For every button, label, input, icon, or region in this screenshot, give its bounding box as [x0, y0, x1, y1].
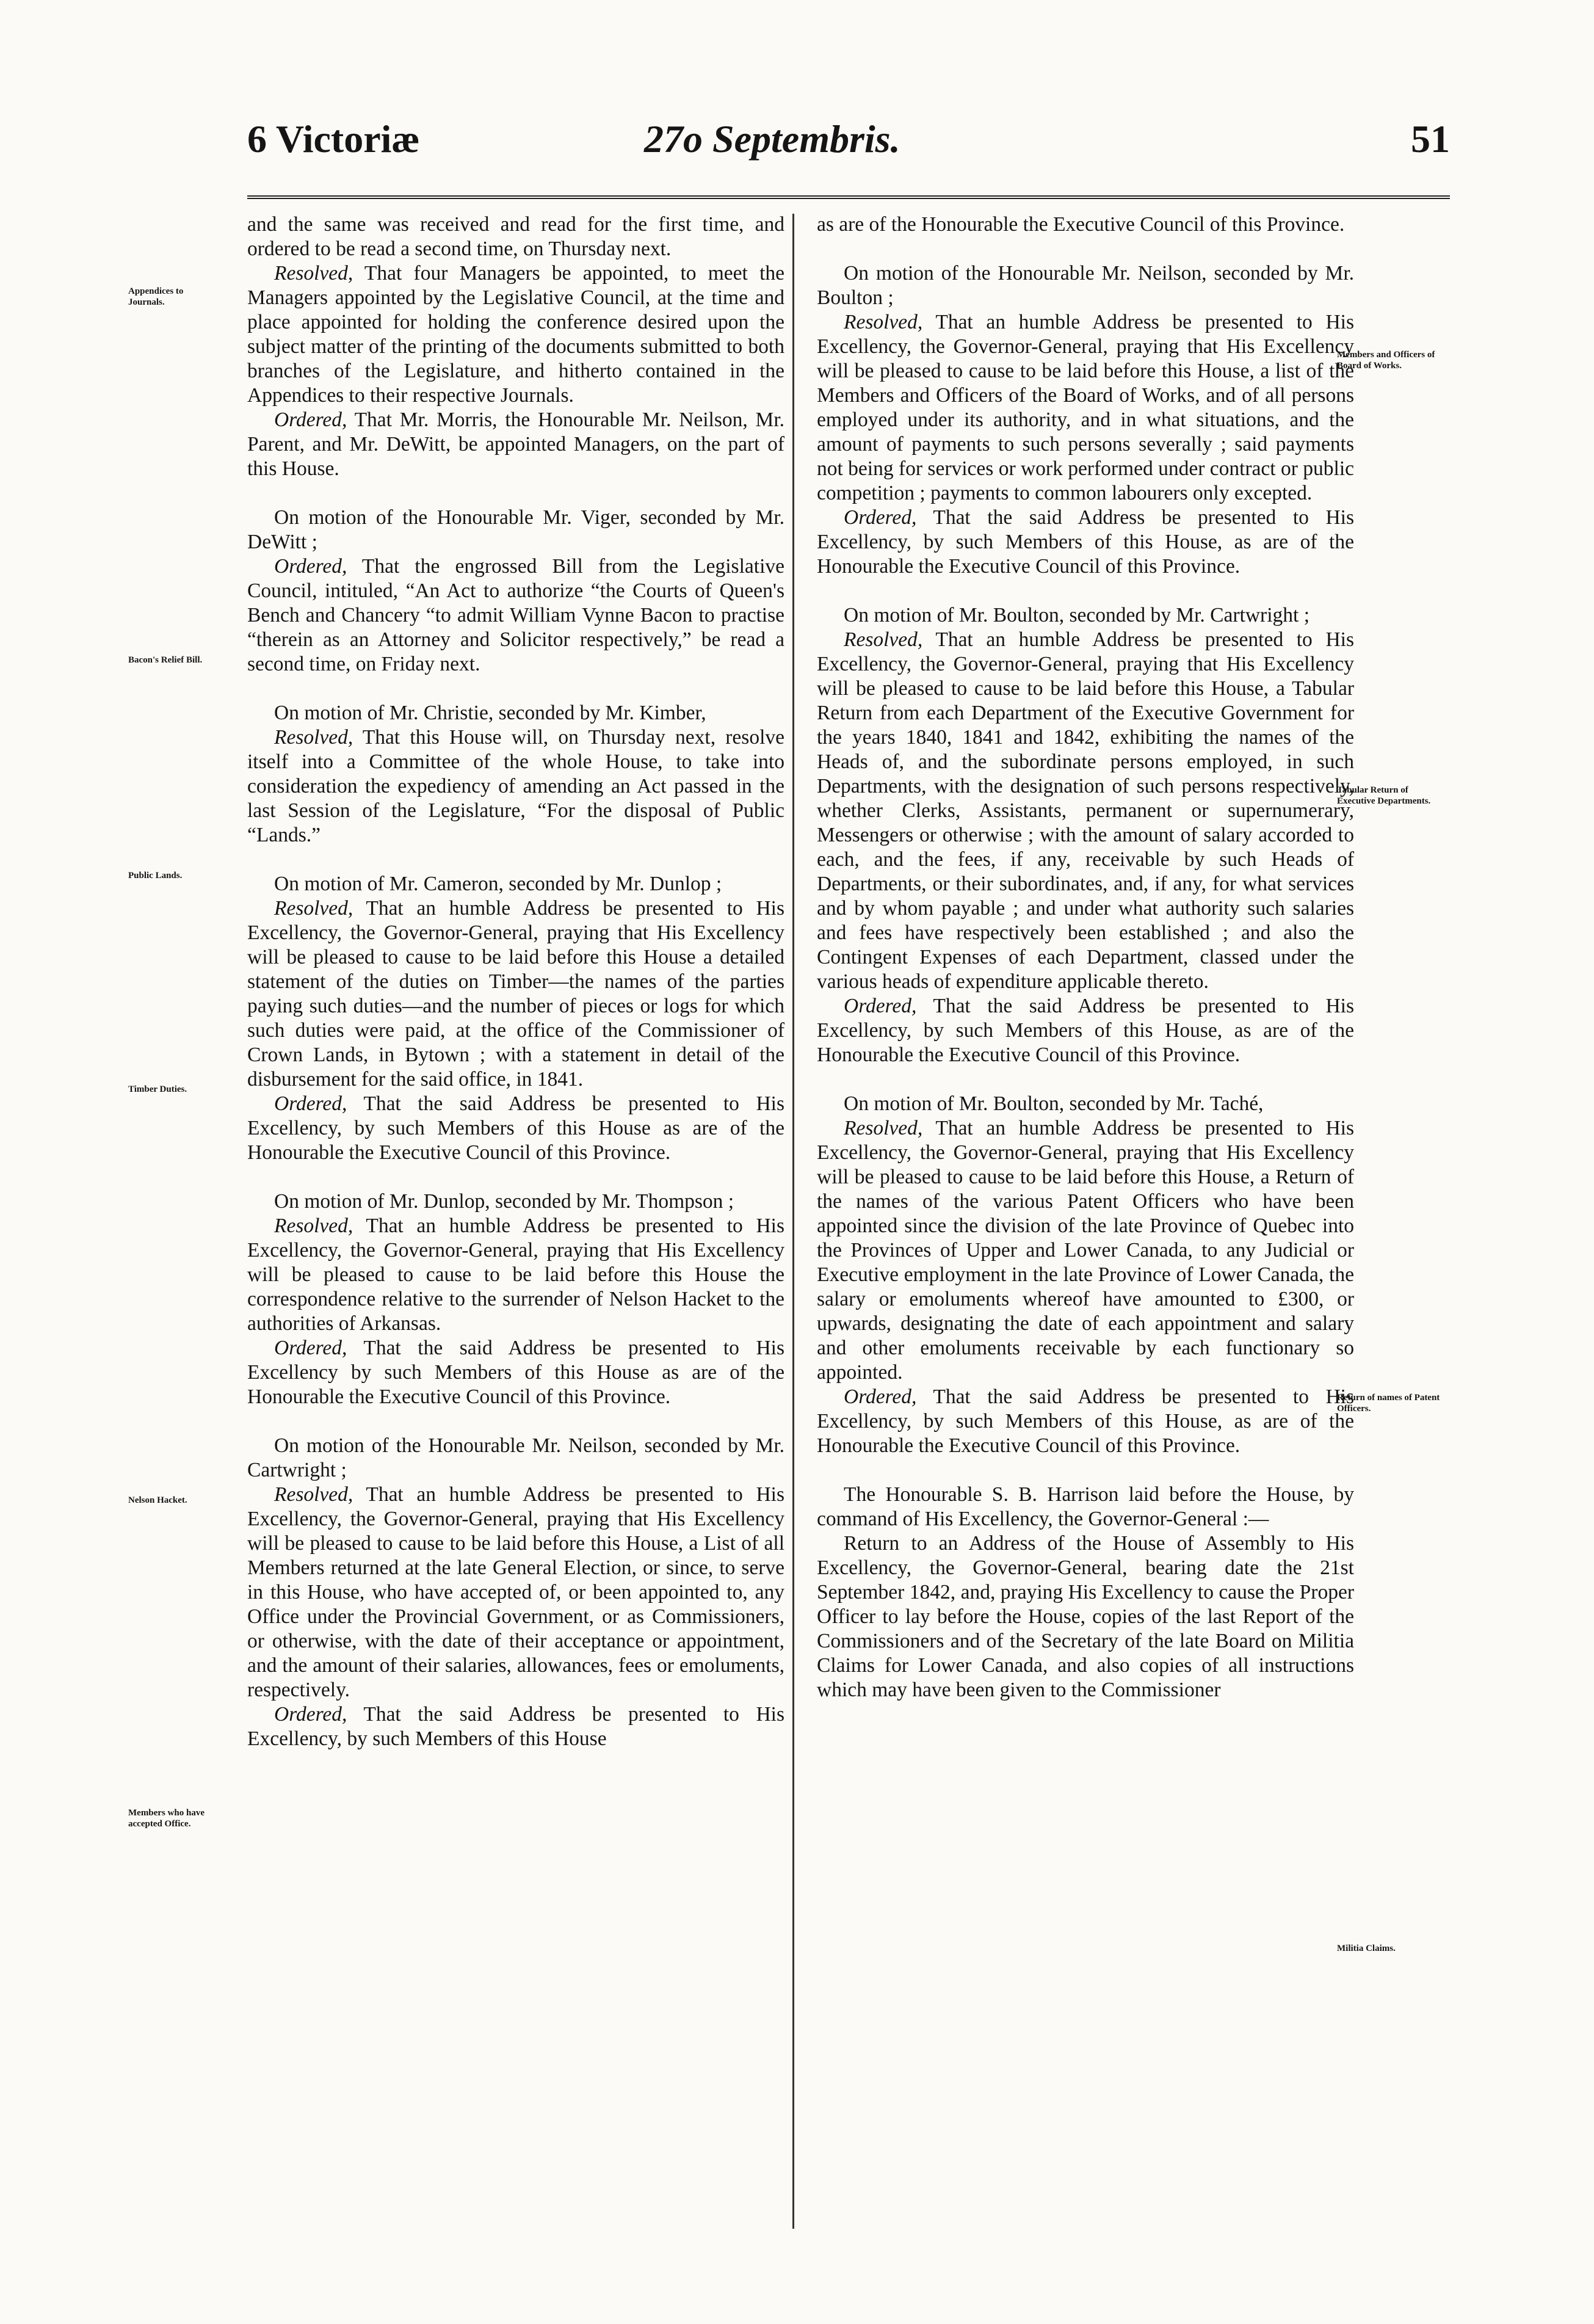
motion-line: On motion of Mr. Dunlop, seconded by Mr. Thompson ; — [274, 1190, 734, 1213]
motion-line: On motion of Mr. Cameron, seconded by Mr. Dunlop ; — [274, 873, 722, 895]
paragraph: The Honourable S. B. Harrison laid before the House, by command of His Excellency, the Governor-General :— — [817, 1483, 1354, 1530]
paragraph: Resolved, That this House will, on Thursday next, resolve itself into a Committee of the whole House, to take into consideration the expediency of amending an Act passed in the last Session of the Legislature, “For the disposal of Public “Lands.” — [247, 726, 784, 846]
margin-note-members-office: Members who have accepted Office. — [128, 1808, 205, 1829]
paragraph: Ordered, That the said Address be presented to His Excellency, by such Members of this House, as are of the Honourable the Executive Council of this Province. — [817, 506, 1354, 578]
motion-line: On motion of Mr. Boulton, seconded by Mr. Taché, — [844, 1092, 1264, 1115]
margin-note-patent: Return of names of Patent Officers. — [1337, 1393, 1440, 1414]
motion-line: On motion of the Honourable Mr. Neilson, seconded by Mr. Cartwright ; — [247, 1434, 784, 1481]
motion-line: On motion of Mr. Christie, seconded by Mr. Kimber, — [274, 702, 706, 724]
margin-note-appendices: Appendices to Journals. — [128, 286, 184, 307]
paragraph: Resolved, That an humble Address be presented to His Excellency, the Governor-General, praying that His Excellency will be pleased to cause to be laid before this House, a Return of the names of the various Patent Officers who have been appointed since the division of the late Province of Quebec into the Provinces of Upper and Lower Canada, to any Judicial or Executive employment in the late Province of Lower Canada, the salary or emoluments whereof have amounted to £300, or upwards, designating the date of each appointment and salary and other emoluments receivable by each functionary so appointed. — [817, 1117, 1354, 1384]
motion-line: On motion of the Honourable Mr. Viger, seconded by Mr. DeWitt ; — [247, 506, 784, 553]
paragraph: Resolved, That four Managers be appointed, to meet the Managers appointed by the Legislative Council, at the time and place appointed for holding the conference desired upon the subject matter of the printing of the documents submitted to both branches of the Legislature, and hitherto contained in the Appendices to their respective Journals. — [247, 262, 784, 407]
motion-line: On motion of Mr. Boulton, seconded by Mr. Cartwright ; — [844, 604, 1310, 626]
margin-note-nelson: Nelson Hacket. — [128, 1495, 187, 1505]
paragraph: and the same was received and read for the first time, and ordered to be read a second time, on Thursday next. — [247, 213, 784, 260]
paragraph: Ordered, That the engrossed Bill from the Legislative Council, intituled, “An Act to authorize “the Courts of Queen's Bench and Chancery “to admit William Vynne Bacon to practise “therein as an Attorney and Solicitor respectively,” be read a second time, on Friday next. — [247, 555, 784, 675]
page-number: 51 — [1411, 117, 1450, 161]
right-column — [817, 212, 1354, 1702]
margin-note-bacon: Bacon's Relief Bill. — [128, 655, 203, 665]
paragraph: Resolved, That an humble Address be presented to His Excellency, the Governor-General, praying that His Excellency will be pleased to cause to be laid before this House, a list of the Members and Officers of the Board of Works, and of all persons employed under its authority, and in what situations, and the amount of payments to such persons severally ; said payments not being for services or work performed under contract or public competition ; payments to common labourers only excepted. — [817, 311, 1354, 504]
paragraph: Return to an Address of the House of Assembly to His Excellency, the Governor-General, bearing date the 21st September 1842, and, praying His Excellency to cause the Proper Officer to lay before the House, copies of the last Report of the Commissioners and of the Secretary of the late Board on Militia Claims for Lower Canada, and also copies of all instructions which may have been given to the Commissioner — [817, 1532, 1354, 1701]
paragraph: Ordered, That the said Address be presented to His Excellency, by such Members of this House — [247, 1703, 784, 1750]
paragraph: Ordered, That the said Address be presented to His Excellency, by such Members of this House, as are of the Honourable the Executive Council of this Province. — [817, 1385, 1354, 1457]
margin-note-militia: Militia Claims. — [1337, 1944, 1396, 1953]
margin-note-tabular: Tabular Return of Executive Departments. — [1337, 785, 1431, 806]
page-header — [247, 112, 1450, 173]
date-heading: 27o Septembris. — [644, 117, 900, 161]
paragraph: Ordered, That the said Address be presented to His Excellency by such Members of this House as are of the Honourable the Executive Council of this Province. — [247, 1337, 784, 1408]
margin-note-public-lands: Public Lands. — [128, 871, 183, 881]
paragraph: Ordered, That the said Address be presented to His Excellency, by such Members of this House as are of the Honourable the Executive Council of this Province. — [247, 1092, 784, 1164]
paragraph: Ordered, That Mr. Morris, the Honourable Mr. Neilson, Mr. Parent, and Mr. DeWitt, be appointed Managers, on the part of this House. — [247, 409, 784, 480]
paragraph: Resolved, That an humble Address be presented to His Excellency, the Governor-General, praying that His Excellency will be pleased to cause to be laid before this House, a List of all Members returned at the late General Election, or since, to serve in this House, who have accepted of, or been appointed to, any Office under the Provincial Government, or as Commissioners, or otherwise, with the date of their acceptance or appointment, and the amount of their salaries, allowances, fees or emoluments, respectively. — [247, 1483, 784, 1701]
regnal-year: 6 Victoriæ — [247, 117, 420, 161]
paragraph: Resolved, That an humble Address be presented to His Excellency, the Governor-General, praying that His Excellency will be pleased to cause to be laid before this House the correspondence relative to the surrender of Nelson Hacket to the authorities of Arkansas. — [247, 1215, 784, 1335]
margin-note-board-works: Members and Officers of Board of Works. — [1337, 350, 1435, 371]
paragraph: as are of the Honourable the Executive Council of this Province. — [817, 213, 1345, 236]
paragraph: Ordered, That the said Address be presented to His Excellency, by such Members of this House, as are of the Honourable the Executive Council of this Province. — [817, 995, 1354, 1066]
column-divider — [792, 214, 794, 2229]
motion-line: On motion of the Honourable Mr. Neilson, seconded by Mr. Boulton ; — [817, 262, 1354, 309]
paragraph: Resolved, That an humble Address be presented to His Excellency, the Governor-General, praying that His Excellency will be pleased to cause to be laid before this House a detailed statement of the duties on Timber—the names of the parties paying such duties—and the number of pieces or logs for which such duties were paid, at the office of the Commissioner of Crown Lands, in Bytown ; with a statement in detail of the disbursement for the said office, in 1841. — [247, 897, 784, 1091]
header-rule — [247, 195, 1450, 199]
paragraph: Resolved, That an humble Address be presented to His Excellency, the Governor-General, praying that His Excellency will be pleased to cause to be laid before this House, a Tabular Return from each Department of the Executive Government for the years 1840, 1841 and 1842, exhibiting the names of the Heads of, and the subordinate persons employed, in such Departments, with the designation of such persons respectively, whether Clerks, Assistants, permanent or supernumerary, Messengers or otherwise ; with the amount of salary accorded to each, and the fees, if any, receivable by such Heads of Departments, or their subordinates, and, if any, for what services and by whom payable ; and under what authority such salaries and fees have respectively been established ; and also the Contingent Expenses of each Department, classed under the various heads of expenditure applicable thereto. — [817, 628, 1354, 993]
left-column — [247, 212, 784, 1751]
margin-note-timber: Timber Duties. — [128, 1084, 187, 1094]
